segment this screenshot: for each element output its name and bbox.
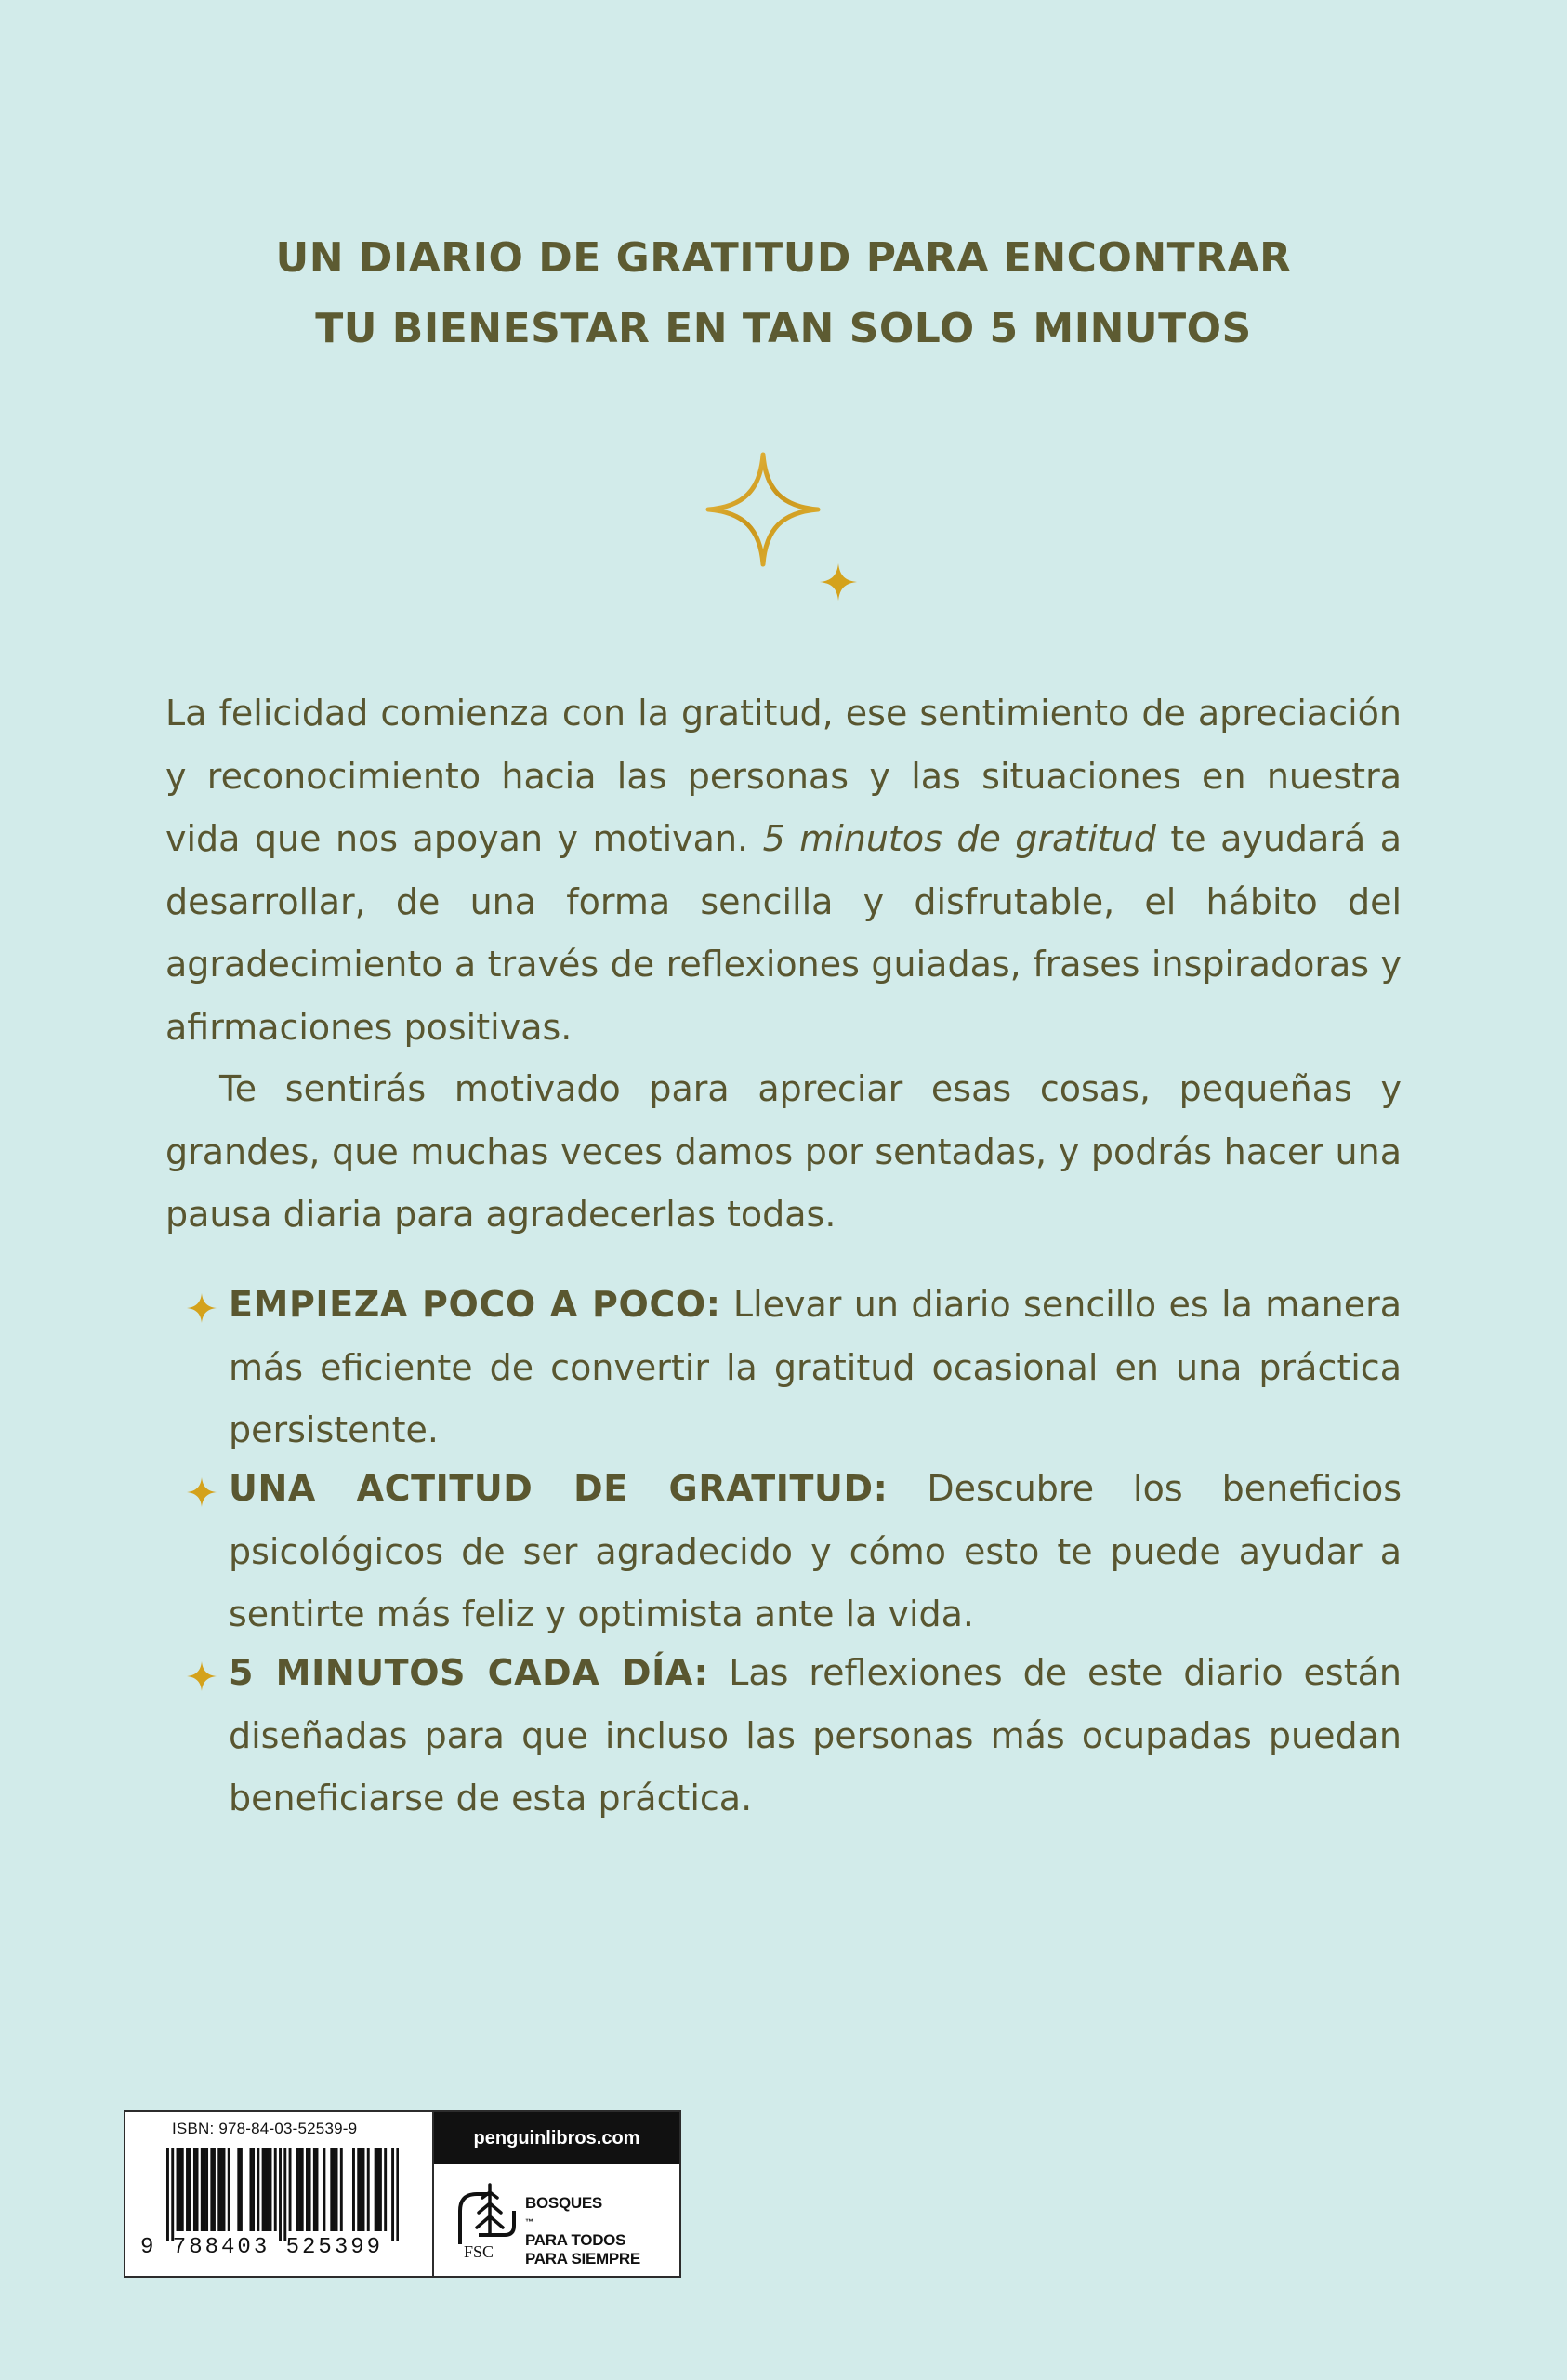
fsc-slogan-line-2: PARA TODOS	[525, 2231, 626, 2249]
barcode-bar	[189, 2148, 191, 2231]
barcode-panel	[124, 2110, 681, 2278]
barcode-bar	[375, 2148, 377, 2231]
barcode-bar	[220, 2148, 223, 2231]
barcode-bar	[309, 2148, 311, 2231]
barcode-bar	[181, 2148, 184, 2231]
barcode-bar	[201, 2148, 204, 2231]
barcode-bar	[360, 2148, 362, 2231]
bullet-title: UNA ACTITUD DE GRATITUD:	[229, 1468, 889, 1509]
sparkle-star-small-icon	[818, 562, 859, 602]
sparkle-bullet-icon	[186, 1292, 217, 1324]
barcode-bar	[289, 2148, 292, 2231]
bullet-title: 5 MINUTOS CADA DÍA:	[229, 1652, 709, 1693]
bullet-text	[229, 1642, 1402, 1831]
barcode-bar	[298, 2148, 301, 2231]
barcode-bar	[210, 2148, 213, 2231]
barcode-bar	[396, 2148, 399, 2241]
barcode-bar	[270, 2148, 272, 2231]
barcode-bar	[357, 2148, 360, 2231]
barcode-bar	[279, 2148, 282, 2241]
barcode-bar	[330, 2148, 333, 2231]
barcode-bar	[262, 2148, 265, 2231]
sparkle-bullet-icon	[186, 1476, 217, 1508]
barcode-bar	[379, 2148, 382, 2231]
barcode-bar	[316, 2148, 319, 2231]
barcode-bar	[223, 2148, 226, 2231]
barcode-bar	[228, 2148, 230, 2231]
bullet-body: Las reflexiones de este diario están diseñadas para que incluso las personas más ocupadas puedan beneficiarse de esta práctica.	[229, 1652, 1402, 1818]
barcode-bar	[249, 2148, 252, 2231]
headline-line-2: TU BIENESTAR EN TAN SOLO 5 MINUTOS	[315, 305, 1252, 352]
intro-text-end: te ayudará a desarrollar, de una forma sencilla y disfrutable, el hábito del agradecimiento a través de reflexiones guiadas, frases inspiradoras y afirmaciones positivas.	[165, 818, 1402, 1048]
sparkle-star-large-icon	[704, 451, 822, 568]
intro-paragraph	[165, 682, 1402, 1059]
barcode-bar	[240, 2148, 243, 2231]
fsc-slogan-line-1: BOSQUES ™	[525, 2194, 640, 2231]
sparkle-bullet-icon	[186, 1660, 217, 1692]
barcode-bar	[237, 2148, 240, 2231]
bullet-text	[229, 1274, 1402, 1462]
fsc-slogan	[525, 2194, 640, 2268]
barcode-bars	[166, 2148, 399, 2241]
headline-line-1: UN DIARIO DE GRATITUD PARA ENCONTRAR	[275, 234, 1292, 282]
barcode-bar	[196, 2148, 199, 2231]
barcode-bar	[171, 2148, 174, 2241]
barcode-bar	[186, 2148, 189, 2231]
barcode-bar	[213, 2148, 216, 2231]
bullet-text	[229, 1458, 1402, 1646]
barcode-bar	[362, 2148, 365, 2231]
isbn-label: ISBN: 978-84-03-52539-9	[172, 2120, 358, 2137]
barcode-bar	[217, 2148, 220, 2231]
bullet-title: EMPIEZA POCO A POCO:	[229, 1284, 721, 1325]
barcode-bar	[252, 2148, 255, 2231]
barcode-bar	[376, 2148, 379, 2231]
barcode-bar	[203, 2148, 205, 2231]
barcode-bar	[352, 2148, 355, 2231]
fsc-label: FSC	[463, 2242, 494, 2261]
barcode-bar	[296, 2148, 298, 2231]
barcode-bar	[283, 2148, 286, 2241]
barcode-bar	[274, 2148, 277, 2231]
publisher-website: penguinlibros.com	[434, 2112, 679, 2164]
barcode-bar	[336, 2148, 338, 2231]
barcode-bar	[323, 2148, 325, 2231]
barcode-bar	[178, 2148, 181, 2231]
barcode-bar	[267, 2148, 270, 2231]
bullet-body: Llevar un diario sencillo es la manera más eficiente de convertir la gratitud ocasional en una práctica persistente.	[229, 1284, 1402, 1450]
second-paragraph: Te sentirás motivado para apreciar esas cosas, pequeñas y grandes, que muchas veces damos por sentadas, y podrás hacer una pausa diaria para agradecerlas todas.	[165, 1068, 1402, 1235]
bullet-body: Descubre los beneficios psicológicos de ser agradecido y cómo esto te puede ayudar a sentirte más feliz y optimista ante la vida.	[229, 1468, 1402, 1634]
barcode-bar	[193, 2148, 196, 2231]
trademark-symbol: ™	[525, 2217, 533, 2227]
barcode-bar	[306, 2148, 309, 2231]
fsc-slogan-line-3: PARA SIEMPRE	[525, 2250, 640, 2268]
intro-text-start: La felicidad comienza con la gratitud, ese sentimiento de apreciación y reconocimiento hacia las personas y las situaciones en nuestra vida que nos apoyan y motivan.	[165, 693, 1402, 859]
barcode-bar	[257, 2148, 259, 2231]
barcode-bar	[166, 2148, 169, 2241]
barcode-bar	[177, 2148, 179, 2231]
barcode-bar	[367, 2148, 370, 2231]
barcode-bar	[384, 2148, 387, 2231]
barcode-bar	[205, 2148, 208, 2231]
barcode-bar	[301, 2148, 304, 2231]
barcode-bar	[264, 2148, 267, 2231]
barcode-bar	[313, 2148, 316, 2231]
book-title-italic: 5 minutos de gratitud	[762, 818, 1156, 859]
barcode-bar	[333, 2148, 336, 2231]
barcode-bar	[391, 2148, 394, 2241]
barcode-digits: 9 788403 525399	[140, 2235, 384, 2260]
barcode-bar	[340, 2148, 343, 2231]
